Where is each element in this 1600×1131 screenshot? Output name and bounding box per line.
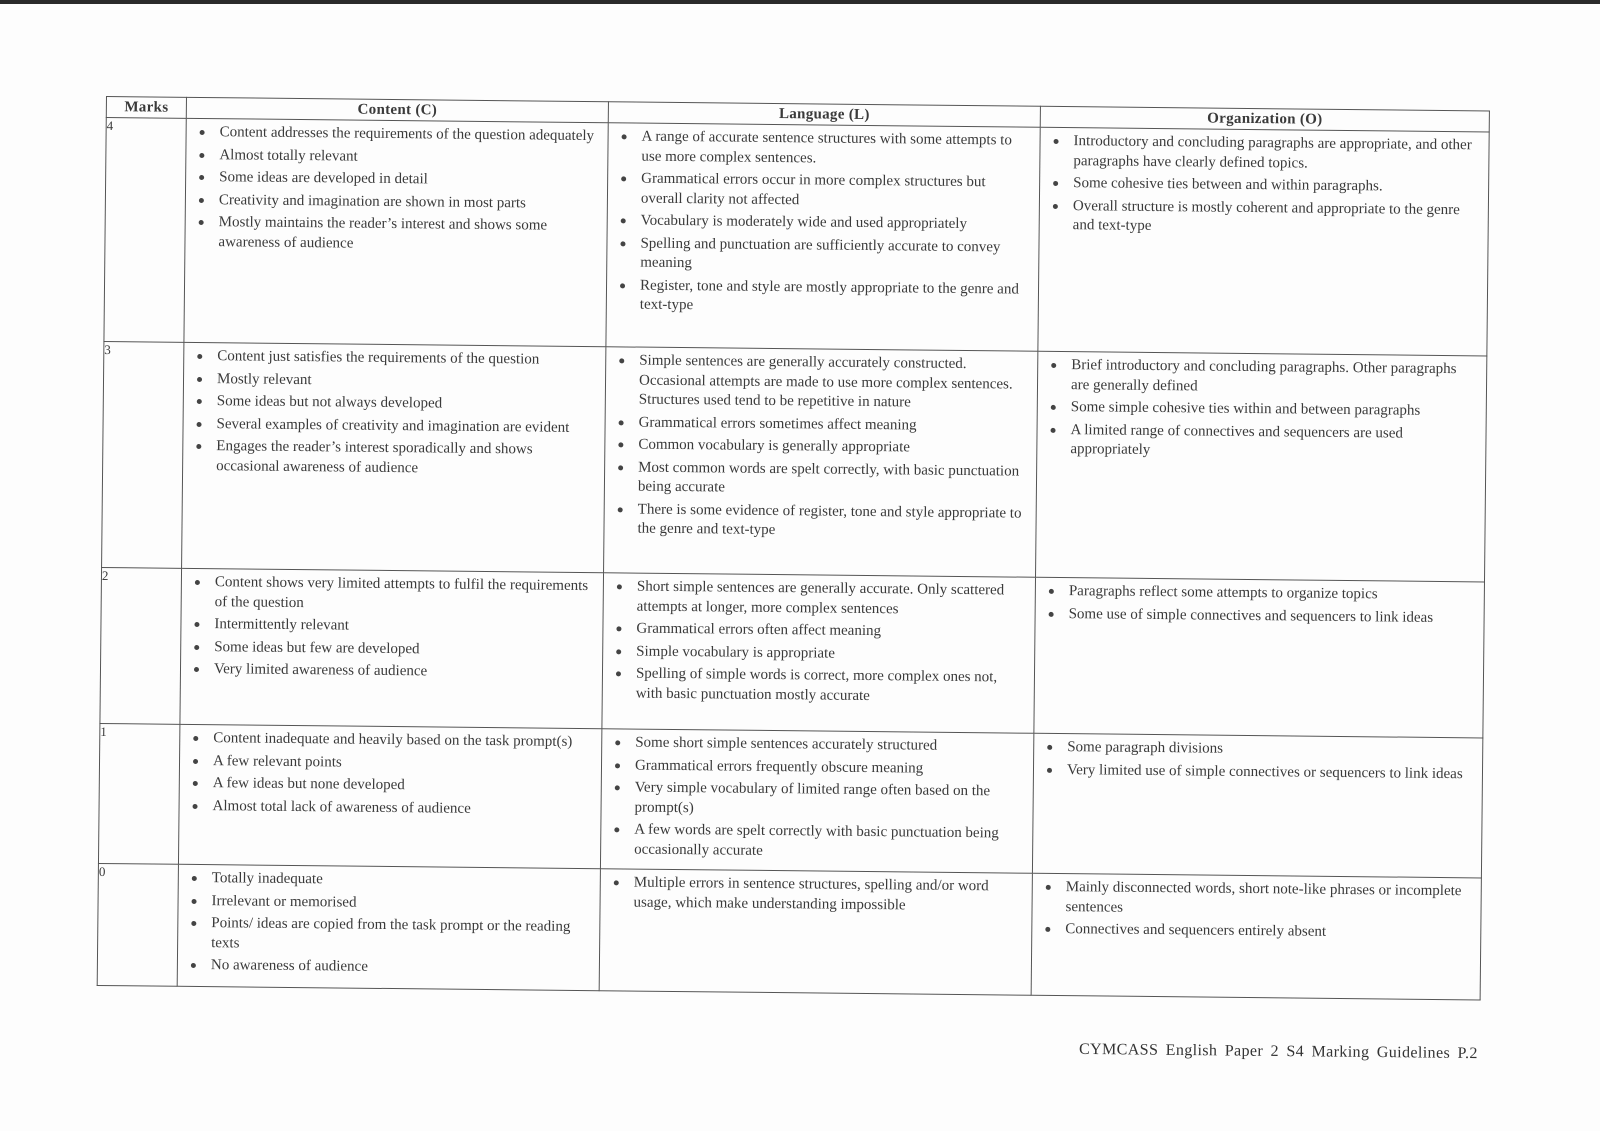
mark-value: 2 (100, 567, 182, 724)
criterion-item: Grammatical errors often affect meaning (613, 619, 1024, 643)
criterion-item: Content just satisfies the requirements of the question (194, 347, 595, 371)
content-cell (180, 568, 604, 728)
content-criteria-list (178, 865, 600, 989)
criterion-item: A few ideas but none developed (190, 774, 591, 798)
content-criteria-list (185, 119, 607, 265)
criterion-item: There is some evidence of register, tone and style appropriate to the genre and text-type (614, 500, 1025, 543)
criterion-item: Some use of simple connectives and sequencers to link ideas (1046, 604, 1474, 628)
criterion-item: Simple vocabulary is appropriate (613, 642, 1024, 666)
organization-criteria-list (1039, 128, 1488, 249)
content-cell (177, 864, 600, 990)
criterion-item: Spelling and punctuation are sufficiently accurate to convey meaning (617, 234, 1028, 277)
organization-criteria-list (1037, 352, 1486, 473)
organization-criteria-list (1032, 874, 1481, 953)
criterion-item: No awareness of audience (188, 956, 589, 980)
criterion-item: Some cohesive ties between and within paragraphs. (1050, 174, 1478, 198)
language-cell (602, 573, 1036, 734)
header-content: Content (C) (186, 97, 608, 122)
language-criteria-list (601, 729, 1033, 873)
criterion-item: Simple sentences are generally accurately constructed. Occasional attempts are made to use more complex sentences. Structures used tend to be repetitive in nature (616, 351, 1028, 414)
criterion-item: Grammatical errors occur in more complex structures but overall clarity not affected (618, 169, 1029, 212)
table-row (98, 723, 1482, 877)
table-row (100, 567, 1485, 737)
content-cell (184, 118, 608, 346)
criterion-item: Irrelevant or memorised (188, 891, 589, 915)
table-row (97, 863, 1481, 999)
organization-cell (1034, 577, 1485, 738)
criterion-item: Some ideas but not always developed (194, 392, 595, 416)
criterion-item: Mostly maintains the reader’s interest and shows some awareness of audience (195, 213, 596, 256)
mark-value: 0 (97, 863, 178, 986)
criterion-item: Points/ ideas are copied from the task prompt or the reading texts (188, 914, 589, 957)
organization-cell (1036, 351, 1487, 582)
criterion-item: Some ideas but few are developed (191, 637, 592, 661)
header-language: Language (L) (608, 102, 1040, 128)
criterion-item: Some ideas are developed in detail (196, 168, 597, 192)
criterion-item: Some simple cohesive ties within and between paragraphs (1048, 398, 1476, 422)
language-criteria-list (604, 347, 1037, 552)
criterion-item: Register, tone and style are mostly appropriate to the genre and text-type (617, 276, 1028, 319)
criterion-item: A range of accurate sentence structures with some attempts to use more complex sentences. (618, 127, 1029, 170)
content-criteria-list (179, 725, 601, 829)
mark-value: 4 (104, 118, 186, 343)
rubric-table (97, 96, 1490, 1000)
criterion-item: Common vocabulary is generally appropriate (615, 435, 1026, 459)
criterion-item: Most common words are spelt correctly, with basic punctuation being accurate (615, 458, 1026, 501)
content-cell (182, 342, 606, 572)
criterion-item: Content inadequate and heavily based on the task prompt(s) (190, 729, 591, 753)
organization-cell (1031, 873, 1481, 1000)
criterion-item: Engages the reader’s interest sporadically and shows occasional awareness of audience (193, 437, 594, 480)
content-cell (178, 724, 601, 868)
language-criteria-list (600, 869, 1032, 926)
criterion-item: Short simple sentences are generally accurate. Only scattered attempts at longer, more complex sentences (614, 577, 1025, 620)
criterion-item: Paragraphs reflect some attempts to organize topics (1046, 582, 1474, 606)
criterion-item: Introductory and concluding paragraphs are appropriate, and other paragraphs have clearly defined topics. (1050, 132, 1478, 175)
criterion-item: Almost total lack of awareness of audience (189, 796, 590, 820)
marking-rubric (97, 96, 1489, 1000)
organization-criteria-list (1035, 578, 1484, 638)
mark-value: 1 (98, 723, 179, 864)
page-footer: CYMCASS English Paper 2 S4 Marking Guidelines P.2 (1079, 1040, 1479, 1063)
criterion-item: Intermittently relevant (191, 615, 592, 639)
criterion-item: Mainly disconnected words, short note-like phrases or incomplete sentences (1042, 878, 1470, 921)
header-marks: Marks (106, 97, 186, 119)
language-cell (600, 729, 1033, 874)
criterion-item: Some paragraph divisions (1044, 738, 1472, 762)
criterion-item: Brief introductory and concluding paragraphs. Other paragraphs are generally defined (1048, 356, 1476, 399)
criterion-item: A limited range of connectives and sequencers are used appropriately (1047, 420, 1475, 463)
header-organization: Organization (O) (1040, 106, 1489, 132)
table-row (104, 118, 1489, 356)
criterion-item: Very limited use of simple connectives or sequencers to link ideas (1044, 760, 1472, 784)
criterion-item: Grammatical errors sometimes affect meaning (616, 413, 1027, 437)
content-criteria-list (181, 569, 603, 693)
content-criteria-list (183, 343, 605, 489)
scan-top-edge (0, 0, 1600, 4)
criterion-item: Very limited awareness of audience (191, 660, 592, 684)
organization-criteria-list (1034, 734, 1483, 794)
criterion-item: Multiple errors in sentence structures, spelling and/or word usage, which make understanding impossible (610, 873, 1021, 916)
criterion-item: Vocabulary is moderately wide and used appropriately (618, 211, 1029, 235)
criterion-item: Creativity and imagination are shown in most parts (196, 190, 597, 214)
criterion-item: Totally inadequate (189, 869, 590, 893)
language-criteria-list (607, 123, 1040, 328)
criterion-item: Grammatical errors frequently obscure meaning (612, 756, 1023, 780)
criterion-item: Spelling of simple words is correct, more complex ones not, with basic punctuation mostly accurate (613, 664, 1024, 707)
criterion-item: Connectives and sequencers entirely absent (1042, 920, 1470, 944)
criterion-item: Almost totally relevant (196, 145, 597, 169)
criterion-item: A few relevant points (190, 751, 591, 775)
criterion-item: A few words are spelt correctly with basic punctuation being occasionally accurate (611, 820, 1022, 863)
language-criteria-list (603, 573, 1035, 717)
criterion-item: Very simple vocabulary of limited range often based on the prompt(s) (611, 778, 1022, 821)
organization-cell (1032, 733, 1482, 878)
language-cell (606, 123, 1040, 352)
table-row (102, 341, 1487, 581)
criterion-item: Some short simple sentences accurately structured (612, 733, 1023, 757)
criterion-item: Content shows very limited attempts to fulfil the requirements of the question (192, 573, 593, 616)
mark-value: 3 (102, 341, 184, 568)
organization-cell (1038, 127, 1489, 356)
language-cell (599, 869, 1032, 996)
language-cell (604, 347, 1038, 578)
criterion-item: Mostly relevant (194, 369, 595, 393)
criterion-item: Content addresses the requirements of the question adequately (197, 123, 598, 147)
criterion-item: Several examples of creativity and imagination are evident (193, 414, 594, 438)
criterion-item: Overall structure is mostly coherent and appropriate to the genre and text-type (1050, 196, 1478, 239)
